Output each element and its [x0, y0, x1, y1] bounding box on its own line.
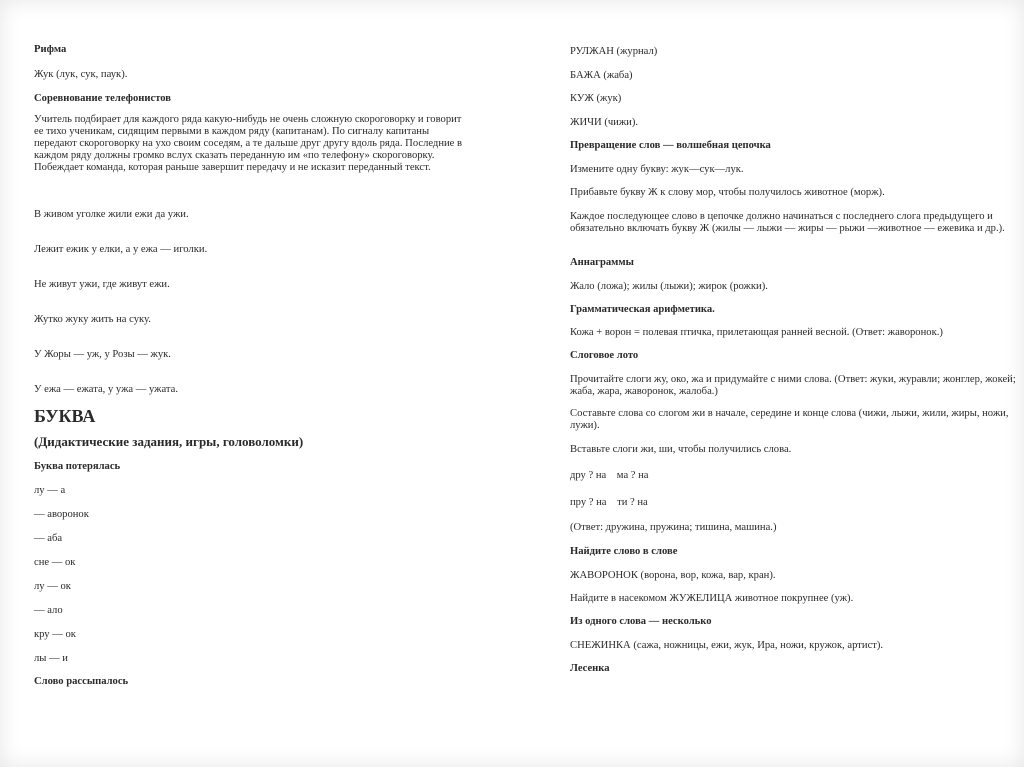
tongue-twister: У ежа — ежата, у ужа — ужата. — [34, 384, 178, 395]
lotto-text: Вставьте слоги жи, ши, чтобы получились слова. — [570, 444, 792, 455]
tongue-twister: У Жоры — уж, у Розы — жук. — [34, 349, 171, 360]
chain-heading: Превращение слов — волшебная цепочка — [570, 140, 771, 151]
lost-letter-item: — ало — [34, 605, 63, 616]
anagrams-text: Жало (ложа); жилы (лыжи); жирок (рожки). — [570, 281, 768, 292]
lotto-text: Прочитайте слоги жу, око, жа и придумайте с ними слова. (Ответ: жуки, журавли; жонглер, жокей; жаба, жара, жаворонок, жалоба.) — [570, 374, 1016, 397]
tongue-twister: Лежит ежик у елки, а у ежа — иголки. — [34, 244, 208, 255]
tongue-twister: В живом уголке жили ежи да ужи. — [34, 209, 189, 220]
competition-heading: Соревнование телефонистов — [34, 93, 172, 104]
big-title: БУКВА — [34, 406, 96, 426]
chain-text: Прибавьте букву Ж к слову мор, чтобы получилось животное (морж). — [570, 187, 885, 198]
scattered-heading: Слово рассыпалось — [34, 676, 129, 687]
tongue-twister: Жутко жуку жить на суку. — [34, 314, 151, 325]
rifma-text: Жук (лук, сук, паук). — [34, 69, 128, 80]
lotto-row: пру ? на ти ? на — [570, 497, 648, 508]
lotto-text: Составьте слова со слогом жи в начале, середине и конце слова (чижи, лыжи, жили, жиры, ножи, лужи). — [570, 408, 1009, 431]
competition-text: Учитель подбирает для каждого ряда какую-нибудь не очень сложную скороговорку и говорит ее тихо ученикам, сидящим первыми в каждом ряду (капитанам). По сигналу капитаны передают скороговорку на ухо своим соседям, а те дальше друг другу вдоль ряда. Последние в каждом ряду должны громко вслух сказать переданную им «по телефону» скороговорку. Побеждает команда, которая раньше завершит передачу и не исказит переданный текст. — [34, 114, 463, 173]
from-one-text: СНЕЖИНКА (сажа, ножницы, ежи, жук, Ира, ножи, кружок, артист). — [570, 640, 884, 651]
lost-letter-item: лу — ок — [34, 581, 71, 592]
lost-letter-heading: Буква потерялась — [34, 461, 121, 472]
arith-heading: Грамматическая арифметика. — [570, 304, 715, 315]
lotto-row: дру ? на ма ? на — [570, 470, 649, 481]
lotto-answer: (Ответ: дружина, пружина; тишина, машина.) — [570, 522, 777, 533]
anagram-item: ЖИЧИ (чижи). — [570, 117, 639, 128]
ladder-heading: Лесенка — [570, 663, 610, 674]
lost-letter-item: — аба — [34, 533, 63, 544]
anagrams-heading: Аннаграммы — [570, 257, 634, 268]
find-text: ЖАВОРОНОК (ворона, вор, кожа, вар, кран). — [570, 570, 776, 581]
lost-letter-item: — аворонок — [34, 509, 89, 520]
lost-letter-item: лу — а — [34, 485, 66, 496]
tongue-twister: Не живут ужи, где живут ежи. — [34, 279, 170, 290]
lost-letter-item: сне — ок — [34, 557, 76, 568]
find-text: Найдите в насекомом ЖУЖЕЛИЦА животное покрупнее (уж). — [570, 593, 854, 604]
chain-text: Каждое последующее слово в цепочке должно начинаться с последнего слога предыдущего и обязательно включать букву Ж (жилы — лыжи — жиры — рыжи —животное — ежевика и др.). — [570, 211, 1005, 234]
from-one-heading: Из одного слова — несколько — [570, 616, 712, 627]
anagram-item: БАЖА (жаба) — [570, 70, 633, 81]
lost-letter-item: лы — и — [34, 653, 68, 664]
anagram-item: РУЛЖАН (журнал) — [570, 46, 658, 57]
find-heading: Найдите слово в слове — [570, 546, 678, 557]
anagram-item: КУЖ (жук) — [570, 93, 622, 104]
lotto-heading: Слоговое лото — [570, 350, 639, 361]
rifma-heading: Рифма — [34, 44, 67, 55]
chain-text: Измените одну букву: жук—сук—лук. — [570, 164, 744, 175]
arith-text: Кожа + ворон = полевая птичка, прилетающая ранней весной. (Ответ: жаворонок.) — [570, 327, 943, 338]
subtitle: (Дидактические задания, игры, головоломки) — [34, 434, 304, 449]
lost-letter-item: кру — ок — [34, 629, 76, 640]
